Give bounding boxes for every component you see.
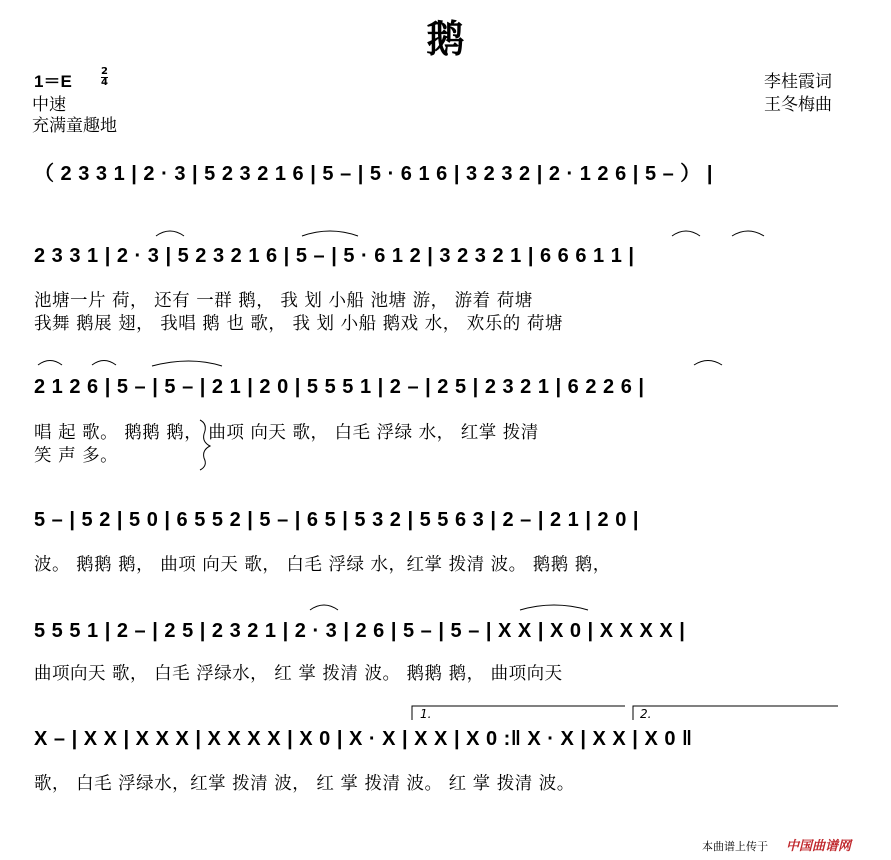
expression-marking: 充满童趣地: [32, 116, 117, 136]
slur: [92, 361, 116, 366]
footer-upload-text: 本曲谱上传于: [702, 840, 768, 853]
slur: [672, 231, 700, 236]
key-signature: 1＝E: [34, 72, 72, 91]
volta-bracket-2: [633, 706, 838, 720]
slur: [694, 361, 722, 366]
lyrics-line-1a: 池塘一片 荷， 还有 一群 鹅， 我 划 小船 池塘 游， 游着 荷塘: [34, 291, 533, 311]
slur: [732, 231, 764, 236]
music-line-3: 2 1 2 6 | 5 – | 5 – | 2 1 | 2 0 | 5 5 5 1 | 2 – | 2 5 | 2 3 2 1 | 6 2 2 6 |: [34, 376, 645, 398]
lyrics-line-3: 波。 鹅鹅 鹅， 曲项 向天 歌， 白毛 浮绿 水，红掌 拨清 波。 鹅鹅 鹅，: [34, 555, 611, 575]
music-line-2: 2 3 3 1 | 2 · 3 | 5 2 3 2 1 6 | 5 – | 5 · 6 1 2 | 3 2 3 2 1 | 6 6 6 1 1 |: [34, 245, 635, 267]
music-line-5: 5 5 5 1 | 2 – | 2 5 | 2 3 2 1 | 2 · 3 | 2 6 | 5 – | 5 – | X X | X 0 | X X X X |: [34, 620, 686, 642]
lyrics-line-1b: 我舞 鹅展 翅， 我唱 鹅 也 歌， 我 划 小船 鹅戏 水， 欢乐的 荷塘: [34, 314, 563, 334]
music-line-1: （ 2 3 3 1 | 2 · 3 | 5 2 3 2 1 6 | 5 – | 5 · 6 1 6 | 3 2 3 2 | 2 · 1 2 6 | 5 – ） |: [34, 163, 713, 185]
time-signature-bottom: 4: [101, 77, 108, 88]
slur: [156, 231, 184, 236]
song-title: 鹅: [426, 17, 465, 61]
music-line-4: 5 – | 5 2 | 5 0 | 6 5 5 2 | 5 – | 6 5 | 5 3 2 | 5 5 6 3 | 2 – | 2 1 | 2 0 |: [34, 509, 639, 531]
site-logo: 中国曲谱网: [786, 839, 852, 854]
lyricist-credit: 李桂霞词: [764, 72, 832, 92]
lyrics-brace: [200, 420, 210, 470]
composer-credit: 王冬梅曲: [764, 95, 832, 115]
lyrics-line-2a: 唱 起 歌。 鹅鹅 鹅， 曲项 向天 歌， 白毛 浮绿 水， 红掌 拨清: [34, 423, 539, 443]
volta-label-2: 2.: [640, 707, 652, 721]
volta-label-1: 1.: [420, 707, 432, 721]
slur: [302, 231, 358, 236]
lyrics-line-2b: 笑 声 多。: [34, 446, 119, 466]
slur: [152, 361, 222, 366]
lyrics-line-4: 曲项向天 歌， 白毛 浮绿水， 红 掌 拨清 波。 鹅鹅 鹅， 曲项向天: [34, 664, 563, 684]
time-signature-top: 2: [101, 66, 108, 77]
slur: [310, 605, 338, 610]
volta-bracket-1: [412, 706, 625, 720]
music-line-6: X – | X X | X X X | X X X X | X 0 | X · X | X X | X 0 :‖ X · X | X X | X 0 ‖: [34, 728, 693, 750]
slur: [520, 605, 588, 610]
tempo-marking: 中速: [32, 95, 66, 115]
lyrics-line-5: 歌， 白毛 浮绿水，红掌 拨清 波， 红 掌 拨清 波。 红 掌 拨清 波。: [34, 774, 575, 794]
slur: [38, 361, 62, 366]
